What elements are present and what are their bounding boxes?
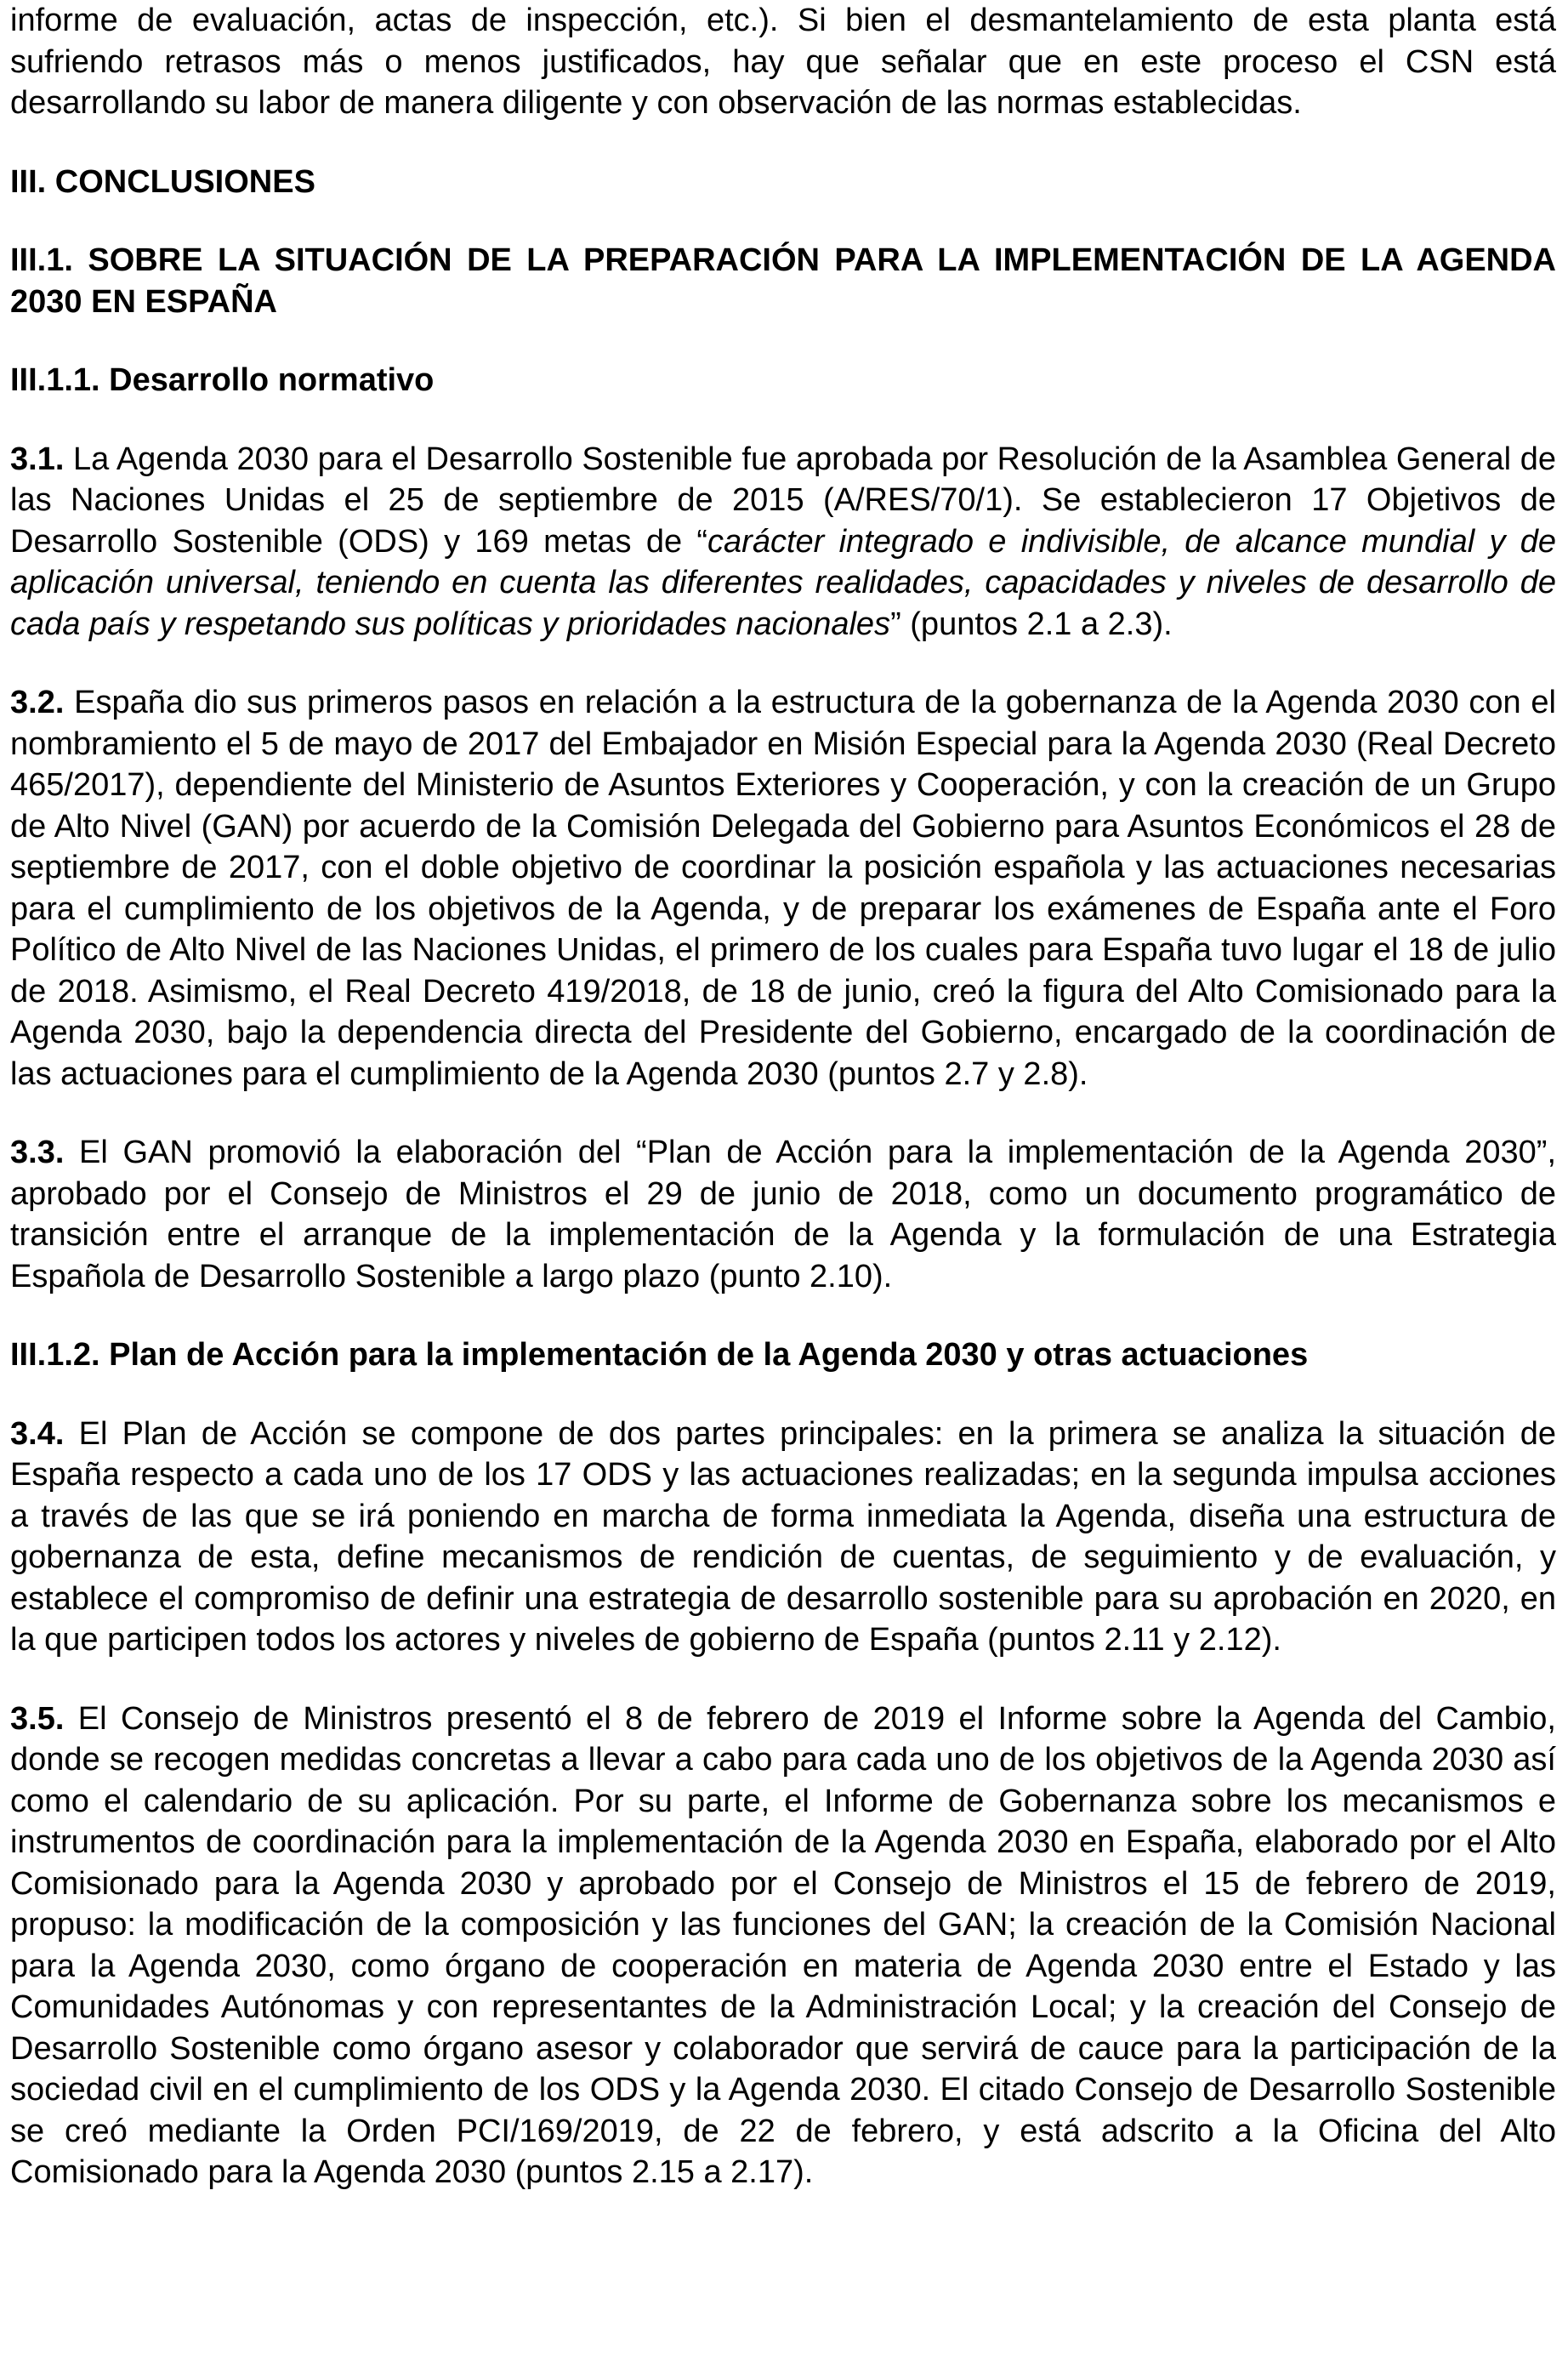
paragraph-3-1 [10,439,1556,646]
subsubsection-heading-1: III.1.1. Desarrollo normativo [10,362,435,398]
paragraph-text: El GAN promovió la elaboración del “Plan de Acción para la implementación de la Agenda 2030”, aprobado por el Consejo de Ministros el 29 de junio de 2018, como un documento programático de transición entre el arranque de la implementación de la Agenda y la formulación de una Estrategia Española de Desarrollo Sostenible a largo plazo (punto 2.10). [10,1135,1556,1294]
paragraph-3-4 [10,1414,1556,1661]
paragraph-3-2 [10,682,1556,1095]
document-body [10,0,1556,2193]
paragraph-3-3 [10,1132,1556,1297]
paragraph-text: El Consejo de Ministros presentó el 8 de febrero de 2019 el Informe sobre la Agenda del Cambio, donde se recogen medidas concretas a llevar a cabo para cada uno de los objetivos de la Agenda 2030 así como el calendario de su aplicación. Por su parte, el Informe de Gobernanza sobre los mecanismos e instrumentos de coordinación para la implementación de la Agenda 2030 en España, elaborado por el Alto Comisionado para la Agenda 2030 y aprobado por el Consejo de Ministros el 15 de febrero de 2019, propuso: la modificación de la composición y las funciones del GAN; la creación de la Comisión Nacional para la Agenda 2030, como órgano de cooperación en materia de Agenda 2030 entre el Estado y las Comunidades Autónomas y con representantes de la Administración Local; y la creación del Consejo de Desarrollo Sostenible como órgano asesor y colaborador que servirá de cauce para la participación de la sociedad civil en el cumplimiento de los ODS y la Agenda 2030. El citado Consejo de Desarrollo Sostenible se creó mediante la Orden PCI/169/2019, de 22 de febrero, y está adscrito a la Oficina del Alto Comisionado para la Agenda 2030 (puntos 2.15 a 2.17). [10,1700,1556,2190]
paragraph-number: 3.2. [10,685,65,720]
paragraph-text: El Plan de Acción se compone de dos partes principales: en la primera se analiza la situación de España respecto a cada uno de los 17 ODS y las actuaciones realizadas; en la segunda impulsa acciones a través de las que se irá poniendo en marcha de forma inmediata la Agenda, diseña una estructura de gobernanza de esta, define mecanismos de rendición de cuentas, de seguimiento y de evaluación, y establece el compromiso de definir una estrategia de desarrollo sostenible para su aprobación en 2020, en la que participen todos los actores y niveles de gobierno de España (puntos 2.11 y 2.12). [10,1415,1556,1658]
paragraph-text: España dio sus primeros pasos en relación a la estructura de la gobernanza de la Agenda 2030 con el nombramiento el 5 de mayo de 2017 del Embajador en Misión Especial para la Agenda 2030 (Real Decreto 465/2017), dependiente del Ministerio de Asuntos Exteriores y Cooperación, y con la creación de un Grupo de Alto Nivel (GAN) por acuerdo de la Comisión Delegada del Gobierno para Asuntos Económicos el 28 de septiembre de 2017, con el doble objetivo de coordinar la posición española y las actuaciones necesarias para el cumplimiento de los objetivos de la Agenda, y de preparar los exámenes de España ante el Foro Político de Alto Nivel de las Naciones Unidas, el primero de los cuales para España tuvo lugar el 18 de julio de 2018. Asimismo, el Real Decreto 419/2018, de 18 de junio, creó la figura del Alto Comisionado para la Agenda 2030, bajo la dependencia directa del Presidente del Gobierno, encargado de la coordinación de las actuaciones para el cumplimiento de la Agenda 2030 (puntos 2.7 y 2.8). [10,685,1556,1092]
paragraph-number: 3.1. [10,441,65,477]
subsection-heading: III.1. SOBRE LA SITUACIÓN DE LA PREPARACIÓN PARA LA IMPLEMENTACIÓN DE LA AGENDA 2030 EN ESPAÑA [10,242,1556,320]
paragraph-text: La Agenda 2030 para el Desarrollo Sostenible fue aprobada por Resolución de la Asamblea General de las Naciones Unidas el 25 de septiembre de 2015 (A/RES/70/1). Se establecieron 17 Objetivos de Desarrollo Sostenible (ODS) y 169 metas de “ [10,441,1556,560]
subsubsection-heading-2: III.1.2. Plan de Acción para la implementación de la Agenda 2030 y otras actuaciones [10,1337,1309,1373]
section-heading: III. CONCLUSIONES [10,163,315,200]
paragraph-number: 3.3. [10,1135,65,1170]
intro-paragraph: informe de evaluación, actas de inspección, etc.). Si bien el desmantelamiento de esta planta está sufriendo retrasos más o menos justificados, hay que señalar que en este proceso el CSN está desarrollando su labor de manera diligente y con observación de las normas establecidas. [10,3,1556,121]
paragraph-quote: carácter integrado e indivisible, de alcance mundial y de aplicación universal, teniendo en cuenta las diferentes realidades, capacidades y niveles de desarrollo de cada país y respetando sus políticas y prioridades nacionales [10,523,1556,642]
paragraph-number: 3.4. [10,1415,65,1452]
paragraph-number: 3.5. [10,1700,65,1737]
paragraph-3-5 [10,1698,1556,2193]
paragraph-text-end: ” (puntos 2.1 a 2.3). [890,606,1173,642]
